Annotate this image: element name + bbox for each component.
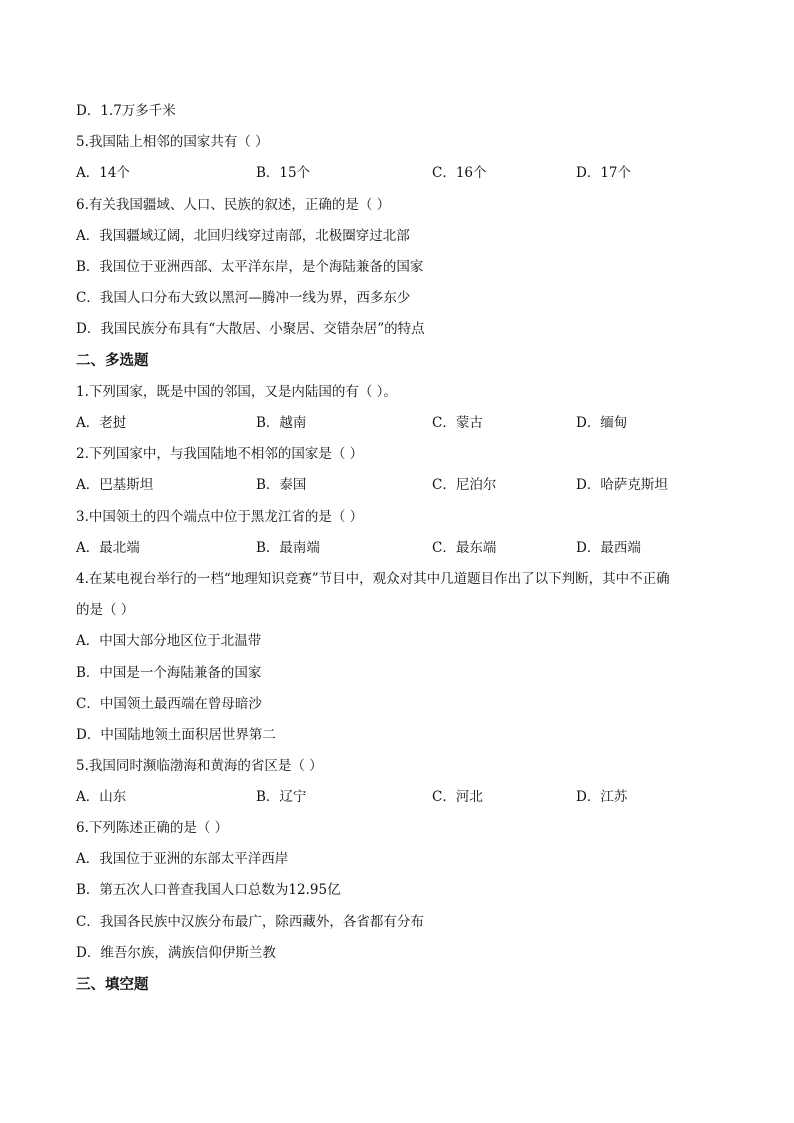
option-a: A．14个 (76, 165, 130, 181)
options-row-m5 (76, 787, 736, 807)
option-b: B．15个 (256, 165, 311, 181)
option-d: D．维吾尔族，满族信仰伊斯兰教 (76, 945, 276, 961)
option-b: B．辽宁 (256, 789, 307, 805)
question-m2: 2.下列国家中，与我国陆地不相邻的国家是（ ） (76, 446, 364, 462)
option-a: A．中国大部分地区位于北温带 (76, 633, 262, 649)
question-m4: 4.在某电视台举行的一档“地理知识竞赛”节目中，观众对其中几道题目作出了以下判断，其中不正确 (76, 571, 670, 587)
option-a: A．我国疆域辽阔，北回归线穿过南部，北极圈穿过北部 (76, 228, 410, 244)
option-a: A．山东 (76, 789, 127, 805)
option-c: C．16个 (432, 165, 487, 181)
question-m5: 5.我国同时濒临渤海和黄海的省区是（ ） (76, 758, 323, 774)
option-b: B．越南 (256, 415, 307, 431)
option-c: C．尼泊尔 (432, 477, 497, 493)
question-m3: 3.中国领土的四个端点中位于黑龙江省的是（ ） (76, 509, 364, 525)
section-heading-multiple-choice: 二、多选题 (76, 353, 149, 369)
question-m6: 6.下列陈述正确的是（ ） (76, 820, 229, 836)
option-c: C．最东端 (432, 540, 497, 556)
section-heading-fill-in-blank: 三、填空题 (76, 977, 149, 993)
option-c: C．蒙古 (432, 415, 483, 431)
option-text: D．1.7万多千米 (76, 103, 176, 119)
option-d: D．17个 (576, 165, 632, 181)
option-d: D．缅甸 (576, 415, 628, 431)
option-d: D．我国民族分布具有“大散居、小聚居、交错杂居”的特点 (76, 321, 425, 337)
option-b: B．最南端 (256, 540, 320, 556)
option-c: C．河北 (432, 789, 483, 805)
options-row-m2 (76, 475, 736, 495)
options-row-m3 (76, 538, 736, 558)
option-b: B．我国位于亚洲西部、太平洋东岸，是个海陆兼备的国家 (76, 259, 424, 275)
option-b: B．中国是一个海陆兼备的国家 (76, 665, 262, 681)
option-a: A．老挝 (76, 415, 127, 431)
question-m4-continued: 的是（ ） (76, 602, 135, 618)
question-6: 6.有关我国疆域、人口、民族的叙述，正确的是（ ） (76, 197, 391, 213)
option-c: C．中国领土最西端在曾母暗沙 (76, 696, 262, 712)
question-5: 5.我国陆上相邻的国家共有（ ） (76, 134, 269, 150)
option-d: D．江苏 (576, 789, 628, 805)
option-a: A．巴基斯坦 (76, 477, 154, 493)
option-a: A．我国位于亚洲的东部太平洋西岸 (76, 851, 289, 867)
option-d: D．最西端 (576, 540, 641, 556)
option-b: B．泰国 (256, 477, 307, 493)
option-d: D．中国陆地领土面积居世界第二 (76, 727, 276, 743)
option-c: C．我国各民族中汉族分布最广，除西藏外，各省都有分布 (76, 914, 424, 930)
options-row-q5 (76, 163, 736, 183)
option-b: B．第五次人口普查我国人口总数为12.95亿 (76, 882, 341, 898)
option-c: C．我国人口分布大致以黑河—腾冲一线为界，西多东少 (76, 290, 411, 306)
option-d: D．哈萨克斯坦 (576, 477, 668, 493)
question-m1: 1.下列国家，既是中国的邻国，又是内陆国的有（ ）。 (76, 384, 397, 400)
options-row-m1 (76, 413, 736, 433)
option-a: A．最北端 (76, 540, 140, 556)
